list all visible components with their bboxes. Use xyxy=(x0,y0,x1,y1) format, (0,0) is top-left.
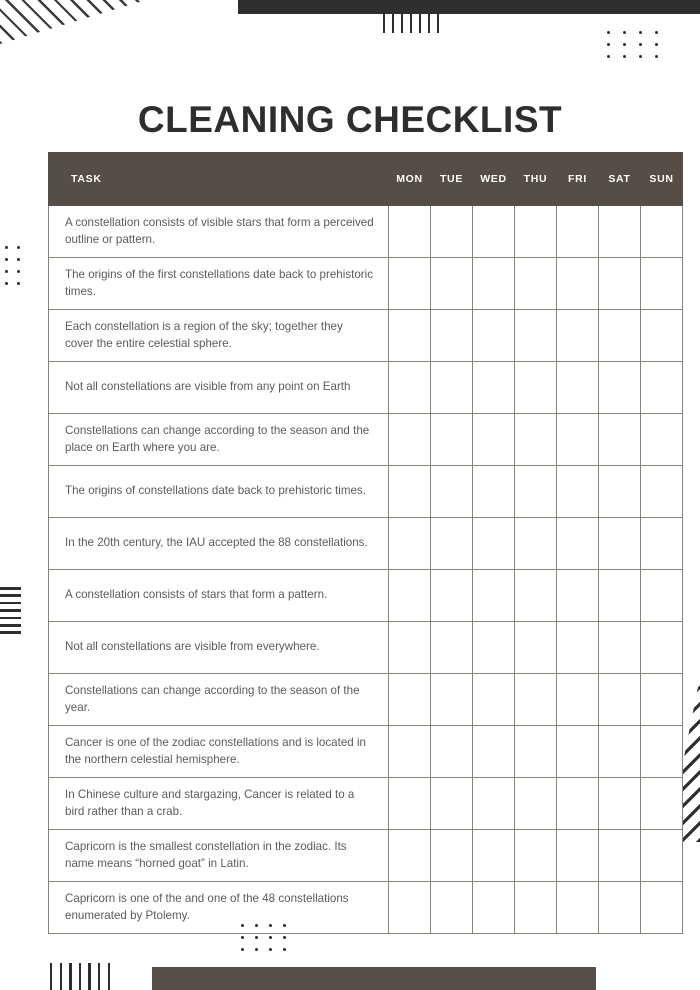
checkbox-cell-sun[interactable] xyxy=(641,882,683,934)
checkbox-cell-sun[interactable] xyxy=(641,570,683,622)
table-row xyxy=(49,414,683,466)
checkbox-cell-sat[interactable] xyxy=(599,726,641,778)
checkbox-cell-wed[interactable] xyxy=(473,622,515,674)
checkbox-cell-sun[interactable] xyxy=(641,518,683,570)
checkbox-cell-sun[interactable] xyxy=(641,362,683,414)
checkbox-cell-wed[interactable] xyxy=(473,726,515,778)
checkbox-cell-fri[interactable] xyxy=(557,310,599,362)
vertical-tick-marks-top xyxy=(383,14,439,33)
checkbox-cell-thu[interactable] xyxy=(515,778,557,830)
table-row xyxy=(49,622,683,674)
checkbox-cell-mon[interactable] xyxy=(389,882,431,934)
task-text: A constellation consists of visible stars that form a perceived outline or pattern. xyxy=(49,206,389,258)
checkbox-cell-sat[interactable] xyxy=(599,830,641,882)
checkbox-cell-wed[interactable] xyxy=(473,570,515,622)
checkbox-cell-sun[interactable] xyxy=(641,726,683,778)
checkbox-cell-sat[interactable] xyxy=(599,570,641,622)
task-text: A constellation consists of stars that form a pattern. xyxy=(49,570,389,622)
checkbox-cell-wed[interactable] xyxy=(473,258,515,310)
table-row xyxy=(49,570,683,622)
checkbox-cell-sun[interactable] xyxy=(641,310,683,362)
checkbox-cell-fri[interactable] xyxy=(557,258,599,310)
column-header-day-sun: SUN xyxy=(641,153,683,206)
checkbox-cell-tue[interactable] xyxy=(431,518,473,570)
checkbox-cell-mon[interactable] xyxy=(389,414,431,466)
task-text: In the 20th century, the IAU accepted the 88 constellations. xyxy=(49,518,389,570)
checkbox-cell-sun[interactable] xyxy=(641,622,683,674)
table-row xyxy=(49,258,683,310)
checkbox-cell-thu[interactable] xyxy=(515,622,557,674)
task-text: In Chinese culture and stargazing, Cancer is related to a bird rather than a crab. xyxy=(49,778,389,830)
checkbox-cell-sat[interactable] xyxy=(599,310,641,362)
task-text: Each constellation is a region of the sky; together they cover the entire celestial sphere. xyxy=(49,310,389,362)
checkbox-cell-sun[interactable] xyxy=(641,258,683,310)
checkbox-cell-tue[interactable] xyxy=(431,570,473,622)
column-header-day-sat: SAT xyxy=(599,153,641,206)
task-text: The origins of the first constellations date back to prehistoric times. xyxy=(49,258,389,310)
checkbox-cell-thu[interactable] xyxy=(515,882,557,934)
checkbox-cell-tue[interactable] xyxy=(431,414,473,466)
checkbox-cell-sat[interactable] xyxy=(599,362,641,414)
table-row xyxy=(49,206,683,258)
table-header-row xyxy=(49,153,683,206)
checkbox-cell-mon[interactable] xyxy=(389,362,431,414)
task-text: Constellations can change according to the season of the year. xyxy=(49,674,389,726)
task-text: Constellations can change according to the season and the place on Earth where you are. xyxy=(49,414,389,466)
checkbox-cell-thu[interactable] xyxy=(515,674,557,726)
bottom-brown-bar xyxy=(152,967,596,990)
checkbox-cell-fri[interactable] xyxy=(557,570,599,622)
table-header xyxy=(49,153,683,206)
checkbox-cell-tue[interactable] xyxy=(431,466,473,518)
checkbox-cell-tue[interactable] xyxy=(431,310,473,362)
checkbox-cell-wed[interactable] xyxy=(473,466,515,518)
column-header-day-fri: FRI xyxy=(557,153,599,206)
checkbox-cell-fri[interactable] xyxy=(557,830,599,882)
checkbox-cell-thu[interactable] xyxy=(515,830,557,882)
column-header-day-wed: WED xyxy=(473,153,515,206)
checkbox-cell-tue[interactable] xyxy=(431,778,473,830)
checkbox-cell-sun[interactable] xyxy=(641,830,683,882)
dot-grid-top-right xyxy=(607,31,671,67)
task-text: Cancer is one of the zodiac constellations and is located in the northern celestial hemisphere. xyxy=(49,726,389,778)
checkbox-cell-fri[interactable] xyxy=(557,206,599,258)
table-row xyxy=(49,778,683,830)
checkbox-cell-thu[interactable] xyxy=(515,362,557,414)
checkbox-cell-sat[interactable] xyxy=(599,466,641,518)
task-text: Not all constellations are visible from everywhere. xyxy=(49,622,389,674)
table-row xyxy=(49,830,683,882)
checkbox-cell-tue[interactable] xyxy=(431,622,473,674)
checkbox-cell-thu[interactable] xyxy=(515,518,557,570)
checkbox-cell-sat[interactable] xyxy=(599,674,641,726)
checkbox-cell-tue[interactable] xyxy=(431,882,473,934)
checkbox-cell-tue[interactable] xyxy=(431,362,473,414)
checkbox-cell-mon[interactable] xyxy=(389,518,431,570)
checkbox-cell-wed[interactable] xyxy=(473,674,515,726)
checkbox-cell-wed[interactable] xyxy=(473,414,515,466)
table-row xyxy=(49,466,683,518)
task-text: Not all constellations are visible from any point on Earth xyxy=(49,362,389,414)
checkbox-cell-mon[interactable] xyxy=(389,570,431,622)
checkbox-cell-mon[interactable] xyxy=(389,258,431,310)
checkbox-cell-mon[interactable] xyxy=(389,674,431,726)
checkbox-cell-sat[interactable] xyxy=(599,206,641,258)
checkbox-cell-thu[interactable] xyxy=(515,570,557,622)
checkbox-cell-mon[interactable] xyxy=(389,466,431,518)
horizontal-line-stack-left xyxy=(0,587,21,634)
checkbox-cell-fri[interactable] xyxy=(557,674,599,726)
checkbox-cell-wed[interactable] xyxy=(473,882,515,934)
checkbox-cell-sun[interactable] xyxy=(641,674,683,726)
checkbox-cell-fri[interactable] xyxy=(557,362,599,414)
checkbox-cell-sun[interactable] xyxy=(641,778,683,830)
task-text: Capricorn is one of the and one of the 48 constellations enumerated by Ptolemy. xyxy=(49,882,389,934)
cleaning-checklist-table xyxy=(48,152,683,934)
diagonal-hatch-top-left xyxy=(0,0,146,44)
checkbox-cell-sat[interactable] xyxy=(599,414,641,466)
checkbox-cell-thu[interactable] xyxy=(515,466,557,518)
checkbox-cell-fri[interactable] xyxy=(557,778,599,830)
column-header-task: TASK xyxy=(49,153,389,206)
checkbox-cell-thu[interactable] xyxy=(515,206,557,258)
checkbox-cell-sun[interactable] xyxy=(641,414,683,466)
checkbox-cell-tue[interactable] xyxy=(431,726,473,778)
checkbox-cell-fri[interactable] xyxy=(557,518,599,570)
column-header-day-tue: TUE xyxy=(431,153,473,206)
checkbox-cell-sat[interactable] xyxy=(599,258,641,310)
checkbox-cell-fri[interactable] xyxy=(557,414,599,466)
task-text: Capricorn is the smallest constellation in the zodiac. Its name means “horned goat” in Latin. xyxy=(49,830,389,882)
table-body xyxy=(49,206,683,934)
checkbox-cell-wed[interactable] xyxy=(473,830,515,882)
table-row xyxy=(49,310,683,362)
checkbox-cell-thu[interactable] xyxy=(515,414,557,466)
checkbox-cell-thu[interactable] xyxy=(515,310,557,362)
checkbox-cell-sun[interactable] xyxy=(641,466,683,518)
table-row xyxy=(49,726,683,778)
table-row xyxy=(49,882,683,934)
checkbox-cell-mon[interactable] xyxy=(389,622,431,674)
checkbox-cell-sat[interactable] xyxy=(599,882,641,934)
checkbox-cell-fri[interactable] xyxy=(557,466,599,518)
top-dark-bar xyxy=(238,0,700,14)
checkbox-cell-wed[interactable] xyxy=(473,362,515,414)
table-row xyxy=(49,518,683,570)
dot-grid-left xyxy=(5,246,29,294)
checkbox-cell-mon[interactable] xyxy=(389,726,431,778)
task-text: The origins of constellations date back to prehistoric times. xyxy=(49,466,389,518)
checkbox-cell-sat[interactable] xyxy=(599,622,641,674)
checkbox-cell-tue[interactable] xyxy=(431,674,473,726)
checkbox-cell-wed[interactable] xyxy=(473,518,515,570)
checkbox-cell-tue[interactable] xyxy=(431,258,473,310)
vertical-tick-marks-bottom xyxy=(50,963,110,990)
checkbox-cell-tue[interactable] xyxy=(431,206,473,258)
checkbox-cell-wed[interactable] xyxy=(473,778,515,830)
checkbox-cell-tue[interactable] xyxy=(431,830,473,882)
column-header-day-thu: THU xyxy=(515,153,557,206)
checkbox-cell-thu[interactable] xyxy=(515,726,557,778)
checkbox-cell-wed[interactable] xyxy=(473,206,515,258)
table-row xyxy=(49,362,683,414)
checkbox-cell-fri[interactable] xyxy=(557,622,599,674)
checkbox-cell-mon[interactable] xyxy=(389,206,431,258)
page-title: CLEANING CHECKLIST xyxy=(137,98,563,140)
checkbox-cell-sun[interactable] xyxy=(641,206,683,258)
checkbox-cell-fri[interactable] xyxy=(557,726,599,778)
checkbox-cell-thu[interactable] xyxy=(515,258,557,310)
checkbox-cell-sat[interactable] xyxy=(599,518,641,570)
checkbox-cell-mon[interactable] xyxy=(389,778,431,830)
checkbox-cell-wed[interactable] xyxy=(473,310,515,362)
column-header-day-mon: MON xyxy=(389,153,431,206)
checkbox-cell-sat[interactable] xyxy=(599,778,641,830)
table-row xyxy=(49,674,683,726)
checkbox-cell-mon[interactable] xyxy=(389,830,431,882)
checkbox-cell-fri[interactable] xyxy=(557,882,599,934)
checkbox-cell-mon[interactable] xyxy=(389,310,431,362)
